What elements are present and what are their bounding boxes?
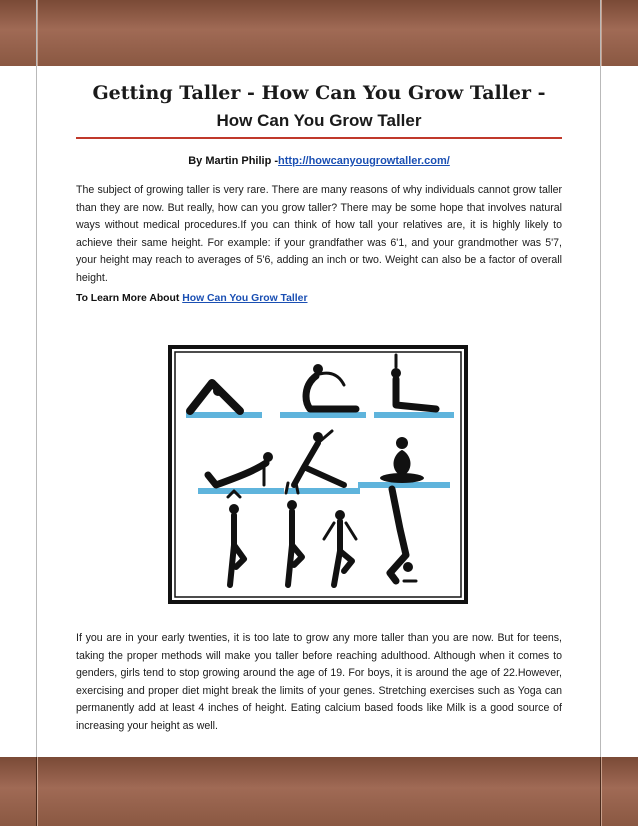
learn-more-label: To Learn More About — [76, 293, 180, 304]
title-underline — [76, 137, 562, 139]
learn-more-link[interactable]: How Can You Grow Taller — [182, 293, 308, 304]
mat-3 — [374, 412, 454, 418]
learn-more-line — [76, 293, 562, 304]
closing-paragraph: If you are in your early twenties, it is too late to grow any more taller than you are now. But for teens, taking the proper methods will make you taller before reaching adulthood. Although when it comes to genders, girls tend to stop growing around the age of 19. For boys, it is around the age of 22.However, exercising and proper diet might break the limits of your genes. Stretching exercises such as Yoga can permanently add at least 4 inches of height. Eating calcium based foods like Milk is a good source of increasing your height as well. — [76, 632, 562, 732]
left-margin-line — [36, 0, 37, 826]
title-tail: How Can You Grow Taller — [216, 111, 422, 130]
page-title — [76, 80, 562, 135]
mat-2 — [280, 412, 366, 418]
byline — [76, 155, 562, 167]
author-website-link[interactable]: http://howcanyougrowtaller.com/ — [278, 155, 450, 167]
author-name: By Martin Philip - — [188, 155, 279, 167]
footer-band — [0, 757, 638, 826]
right-margin-line — [600, 0, 601, 826]
mat-1 — [186, 412, 262, 418]
yoga-poses-icon — [168, 345, 468, 604]
mat-4 — [198, 488, 284, 494]
header-band — [0, 0, 638, 66]
title-main: Getting Taller - How Can You Grow Taller - — [92, 82, 546, 104]
intro-paragraph: The subject of growing taller is very rare. There are many reasons of why individuals cannot grow taller than they are now. But really, how can you grow taller? There may be some hope that involves natural ways without medical procedures.If you can think of how tall your relatives are, it is highly likely to achieve their same height. For example: if your grandfather was 6'1, and your grandmother was 5'7, your height may reach to averages of 5'6, adding an inch or two. Weight can also be a factor of overall height. — [76, 184, 562, 284]
yoga-poses-illustration — [168, 345, 468, 604]
